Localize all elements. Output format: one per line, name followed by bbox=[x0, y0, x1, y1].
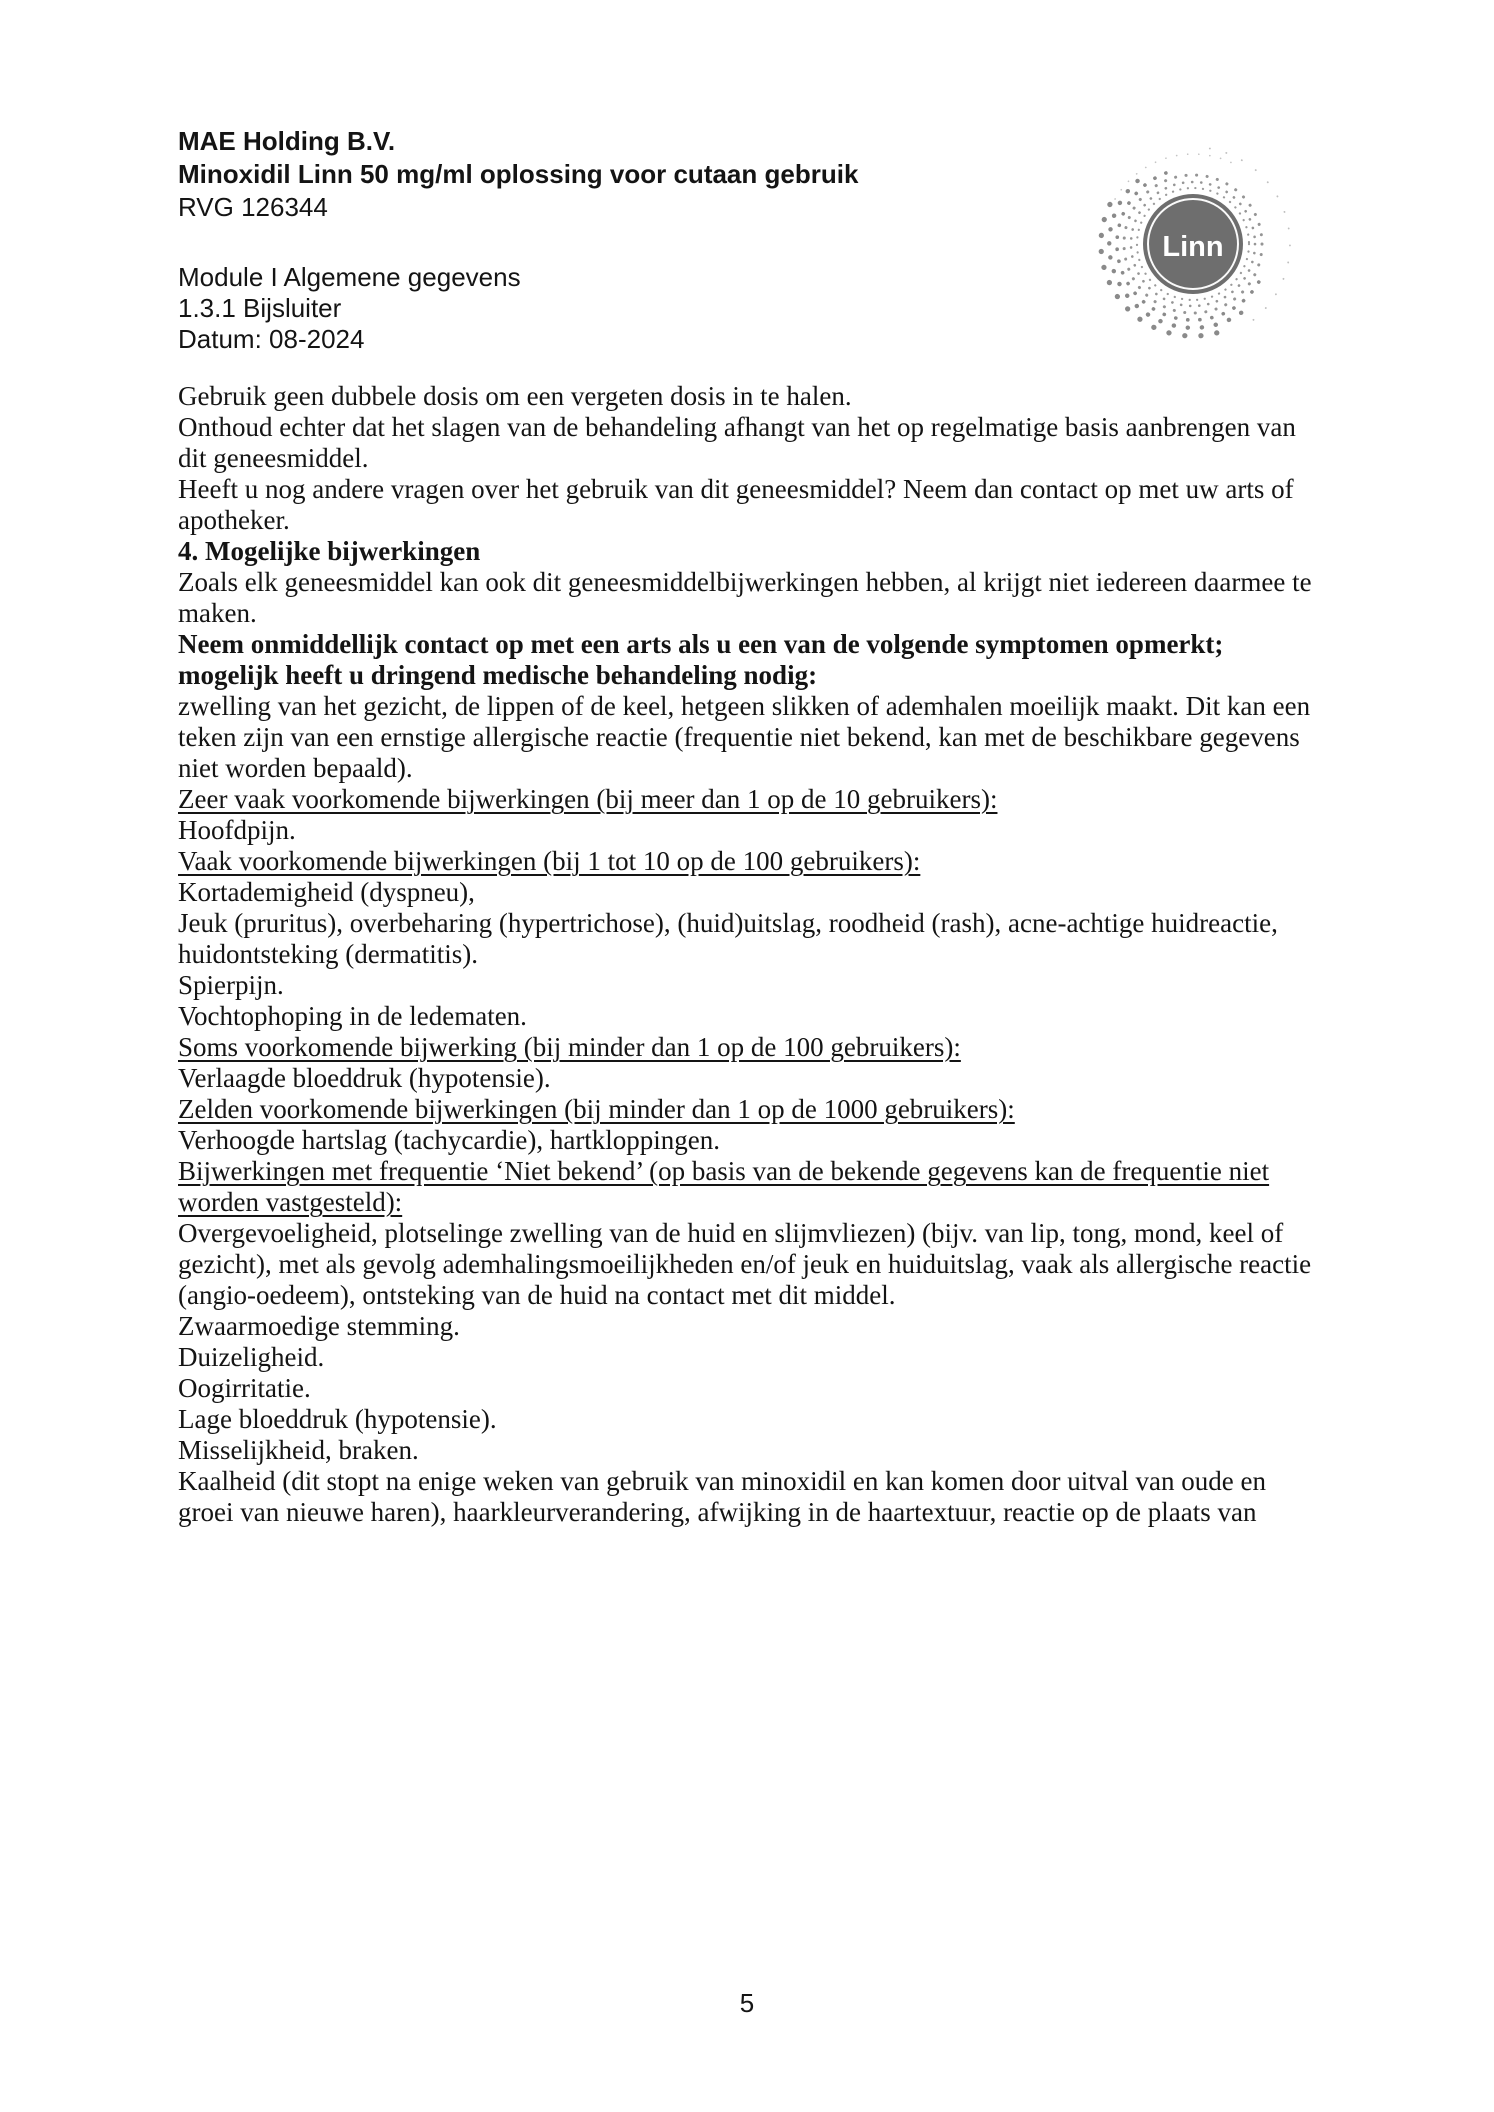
paragraph-unknown-effects-1: Overgevoeligheid, plotselinge zwelling van de huid en slijmvliezen) (bijv. van lip, tong, mond, keel of gezicht), met als gevolg ademhalingsmoeilijkheden en/of jeuk en huiduitslag, vaak als allergische reactie (angio-oedeem), ontsteking van de huid na contact met dit middel. bbox=[178, 1218, 1312, 1310]
module-line: Module I Algemene gegevens bbox=[178, 262, 521, 292]
paragraph-common-effects-3: Spierpijn. bbox=[178, 970, 284, 1000]
heading-rare: Zelden voorkomende bijwerkingen (bij minder dan 1 op de 1000 gebruikers): bbox=[178, 1094, 1015, 1124]
paragraph-unknown-effects-2: Zwaarmoedige stemming. bbox=[178, 1311, 460, 1341]
leaflet-section-line: 1.3.1 Bijsluiter bbox=[178, 293, 342, 323]
paragraph-common-effects-4: Vochtophoping in de ledematen. bbox=[178, 1001, 527, 1031]
linn-logo-graphic bbox=[1093, 144, 1293, 344]
section-heading-4: 4. Mogelijke bijwerkingen bbox=[178, 536, 481, 566]
paragraph-missed-dose: Gebruik geen dubbele dosis om een vergeten dosis in te halen. bbox=[178, 381, 852, 411]
paragraph-side-effects-intro: Zoals elk geneesmiddel kan ook dit geneesmiddelbijwerkingen hebben, al krijgt niet iedereen daarmee te maken. bbox=[178, 567, 1312, 628]
date-line: Datum: 08-2024 bbox=[178, 324, 365, 354]
rvg-number: RVG 126344 bbox=[178, 192, 328, 222]
company-name: MAE Holding B.V. bbox=[178, 126, 396, 156]
document-header bbox=[178, 125, 1078, 355]
paragraph-urgent-warning: Neem onmiddellijk contact op met een arts als u een van de volgende symptomen opmerkt; mogelijk heeft u dringend medische behandeling nodig: bbox=[178, 629, 1224, 690]
heading-common: Vaak voorkomende bijwerkingen (bij 1 tot 10 op de 100 gebruikers): bbox=[178, 846, 921, 876]
heading-very-common: Zeer vaak voorkomende bijwerkingen (bij meer dan 1 op de 10 gebruikers): bbox=[178, 784, 998, 814]
paragraph-common-effects-2: Jeuk (pruritus), overbeharing (hypertrichose), (huid)uitslag, roodheid (rash), acne-achtige huidreactie, huidontsteking (dermatitis). bbox=[178, 908, 1278, 969]
module-info bbox=[178, 262, 1078, 355]
paragraph-rare-effects: Verhoogde hartslag (tachycardie), hartkloppingen. bbox=[178, 1125, 721, 1155]
paragraph-regular-use: Onthoud echter dat het slagen van de behandeling afhangt van het op regelmatige basis aanbrengen van dit geneesmiddel. bbox=[178, 412, 1296, 473]
paragraph-unknown-effects-5: Lage bloeddruk (hypotensie). bbox=[178, 1404, 497, 1434]
paragraph-common-effects-1: Kortademigheid (dyspneu), bbox=[178, 877, 475, 907]
page-footer bbox=[0, 1988, 1494, 2019]
paragraph-questions: Heeft u nog andere vragen over het gebruik van dit geneesmiddel? Neem dan contact op met uw arts of apotheker. bbox=[178, 474, 1294, 535]
linn-logo-text: Linn bbox=[1162, 231, 1224, 263]
paragraph-very-common-effects: Hoofdpijn. bbox=[178, 815, 296, 845]
linn-logo bbox=[1093, 144, 1293, 344]
paragraph-uncommon-effects: Verlaagde bloeddruk (hypotensie). bbox=[178, 1063, 551, 1093]
product-title: Minoxidil Linn 50 mg/ml oplossing voor cutaan gebruik bbox=[178, 159, 859, 189]
paragraph-unknown-effects-3: Duizeligheid. bbox=[178, 1342, 325, 1372]
paragraph-unknown-effects-6: Misselijkheid, braken. bbox=[178, 1435, 419, 1465]
leaflet-body bbox=[178, 381, 1320, 1528]
heading-uncommon: Soms voorkomende bijwerking (bij minder dan 1 op de 100 gebruikers): bbox=[178, 1032, 961, 1062]
paragraph-unknown-effects-7: Kaalheid (dit stopt na enige weken van gebruik van minoxidil en kan komen door uitval van oude en groei van nieuwe haren), haarkleurverandering, afwijking in de haartextuur, reactie op de plaats van bbox=[178, 1466, 1266, 1527]
page-number: 5 bbox=[739, 1988, 755, 2018]
paragraph-urgent-symptoms: zwelling van het gezicht, de lippen of de keel, hetgeen slikken of ademhalen moeilijk maakt. Dit kan een teken zijn van een ernstige allergische reactie (frequentie niet bekend, kan met de beschikbare gegevens niet worden bepaald). bbox=[178, 691, 1311, 783]
paragraph-unknown-effects-4: Oogirritatie. bbox=[178, 1373, 311, 1403]
heading-frequency-unknown: Bijwerkingen met frequentie ‘Niet bekend’ (op basis van de bekende gegevens kan de frequentie niet worden vastgesteld): bbox=[178, 1156, 1270, 1217]
